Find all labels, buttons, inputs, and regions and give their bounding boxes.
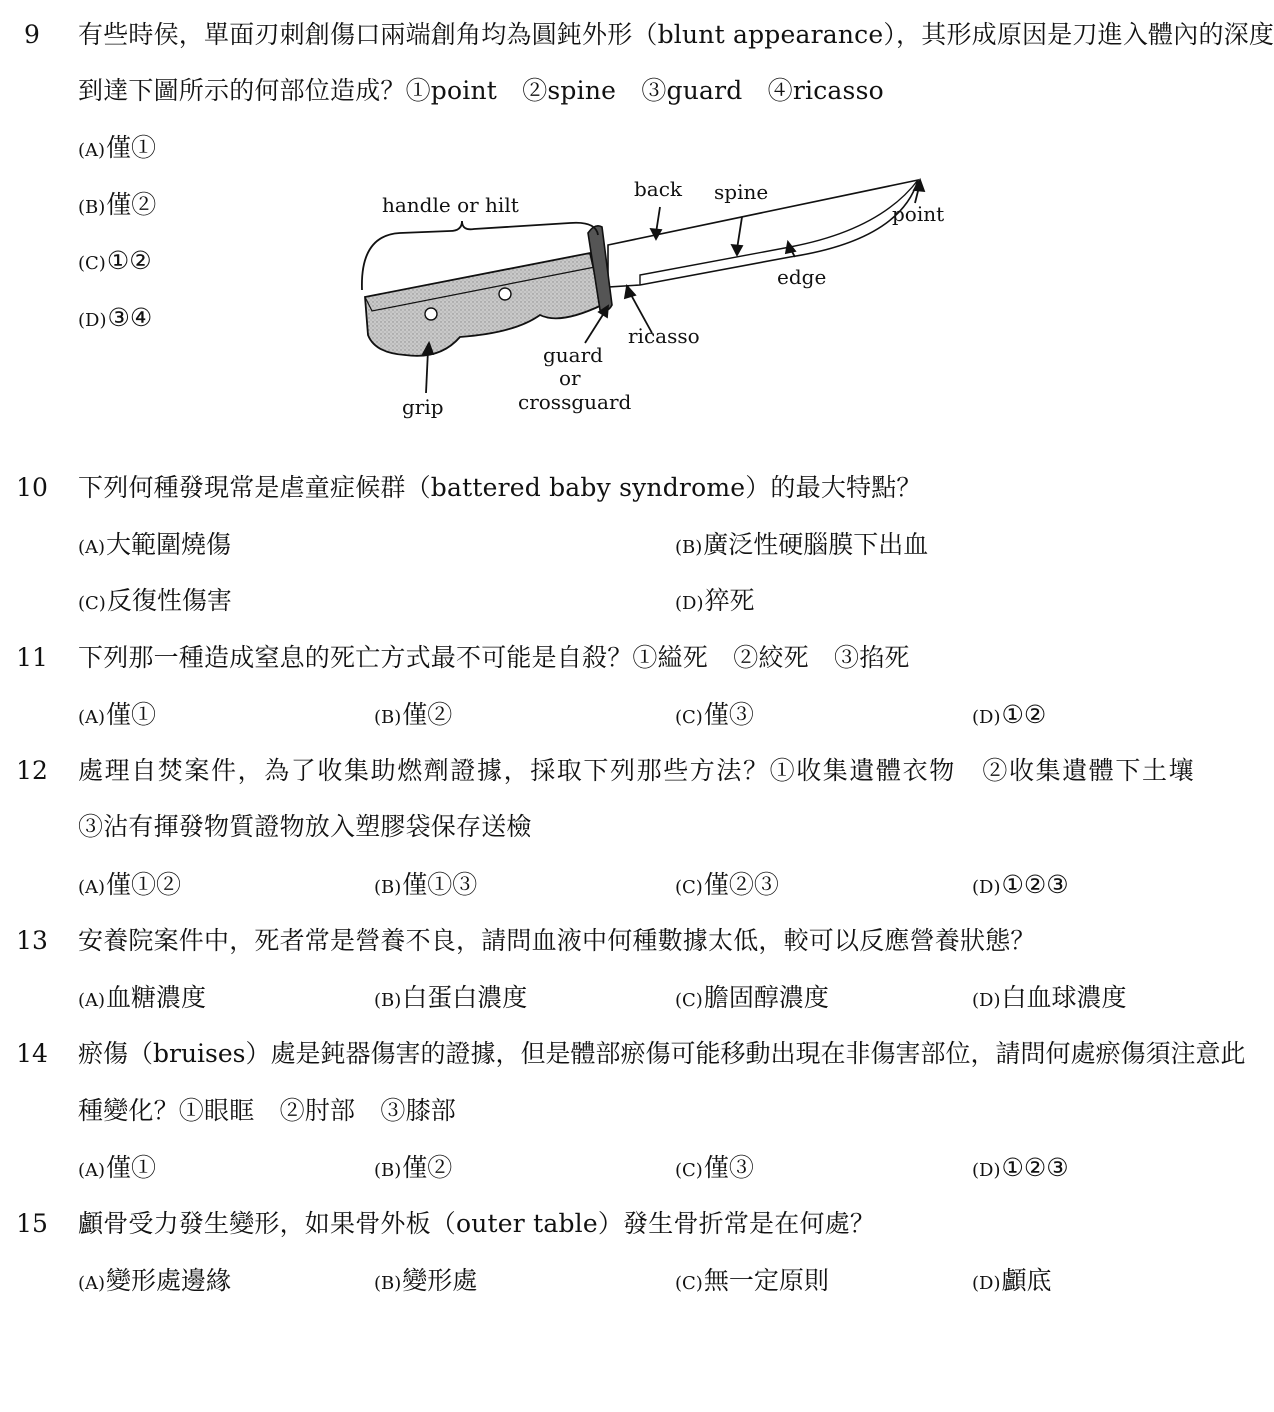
option-c: (C)僅③	[675, 1153, 754, 1182]
label-ricasso: ricasso	[628, 324, 700, 348]
option-b: (B)僅①③	[374, 870, 478, 899]
question-stem: 安養院案件中，死者常是營養不良，請問血液中何種數據太低，較可以反應營養狀態？	[78, 926, 1036, 955]
question-stem-continued: 到達下圖所示的何部位造成？①point ②spine ③guard ④ricasso	[78, 76, 884, 105]
label-spine: spine	[714, 180, 769, 204]
option-a: (A)僅①	[78, 700, 157, 729]
option-b: (B)廣泛性硬腦膜下出血	[675, 530, 929, 559]
question-stem: 下列那一種造成窒息的死亡方式最不可能是自殺？①縊死 ②絞死 ③掐死	[78, 643, 910, 672]
question-number: 12	[16, 756, 48, 785]
option-a: (A)血糖濃度	[78, 983, 207, 1012]
label-guard-or: or	[559, 366, 581, 390]
label-back: back	[634, 177, 683, 201]
question-stem: 顱骨受力發生變形，如果骨外板（outer table）發生骨折常是在何處？	[78, 1209, 876, 1238]
option-b: (B)僅②	[374, 700, 453, 729]
option-a: (A)大範圍燒傷	[78, 530, 232, 559]
option-c: (C)膽固醇濃度	[675, 983, 829, 1012]
question-number: 9	[24, 20, 40, 49]
question-number: 10	[16, 473, 48, 502]
question-number: 11	[16, 643, 48, 672]
question-number: 14	[16, 1039, 48, 1068]
label-crossguard: crossguard	[518, 390, 632, 414]
option-c: (C)僅③	[675, 700, 754, 729]
option-b: (B)變形處	[374, 1266, 478, 1295]
question-stem: 下列何種發現常是虐童症候群（battered baby syndrome）的最大特點？	[78, 473, 922, 502]
question-stem: 瘀傷（bruises）處是鈍器傷害的證據，但是體部瘀傷可能移動出現在非傷害部位，請問何處瘀傷須注意此	[78, 1039, 1246, 1068]
label-grip: grip	[402, 395, 444, 419]
option-c: (C)①②	[78, 246, 152, 275]
option-d: (D)①②③	[972, 1153, 1069, 1182]
label-edge: edge	[777, 265, 827, 289]
option-b: (B)白蛋白濃度	[374, 983, 528, 1012]
label-point: point	[892, 202, 945, 226]
option-d: (D)顱底	[972, 1266, 1052, 1295]
option-a: (A)僅①②	[78, 870, 182, 899]
question-number: 15	[16, 1209, 48, 1238]
knife-grip	[365, 253, 602, 356]
label-handle: handle or hilt	[382, 193, 519, 217]
question-number: 13	[16, 926, 48, 955]
option-d: (D)③④	[78, 303, 153, 332]
option-c: (C)僅②③	[675, 870, 779, 899]
question-stem: 有些時侯，單面刃刺創傷口兩端創角均為圓鈍外形（blunt appearance），其形成原因是刀進入體內的深度	[78, 20, 1274, 49]
option-d: (D)白血球濃度	[972, 983, 1127, 1012]
option-d: (D)①②	[972, 700, 1047, 729]
rivet-right	[499, 288, 511, 300]
option-d: (D)①②③	[972, 870, 1069, 899]
option-d: (D)猝死	[675, 586, 755, 615]
option-b: (B)僅②	[374, 1153, 453, 1182]
option-a: (A)僅①	[78, 1153, 157, 1182]
question-stem: 處理自焚案件，為了收集助燃劑證據，採取下列那些方法？①收集遺體衣物 ②收集遺體下土壤	[78, 756, 1196, 785]
option-c: (C)無一定原則	[675, 1266, 829, 1295]
knife-diagram	[340, 165, 960, 430]
option-c: (C)反復性傷害	[78, 586, 232, 615]
label-guard: guard	[543, 343, 603, 367]
rivet-left	[425, 308, 437, 320]
option-a: (A)僅①	[78, 133, 157, 162]
option-b: (B)僅②	[78, 190, 157, 219]
question-stem-continued: ③沾有揮發物質證物放入塑膠袋保存送檢	[78, 812, 532, 841]
option-a: (A)變形處邊緣	[78, 1266, 232, 1295]
question-stem-continued: 種變化？①眼眶 ②肘部 ③膝部	[78, 1096, 457, 1125]
